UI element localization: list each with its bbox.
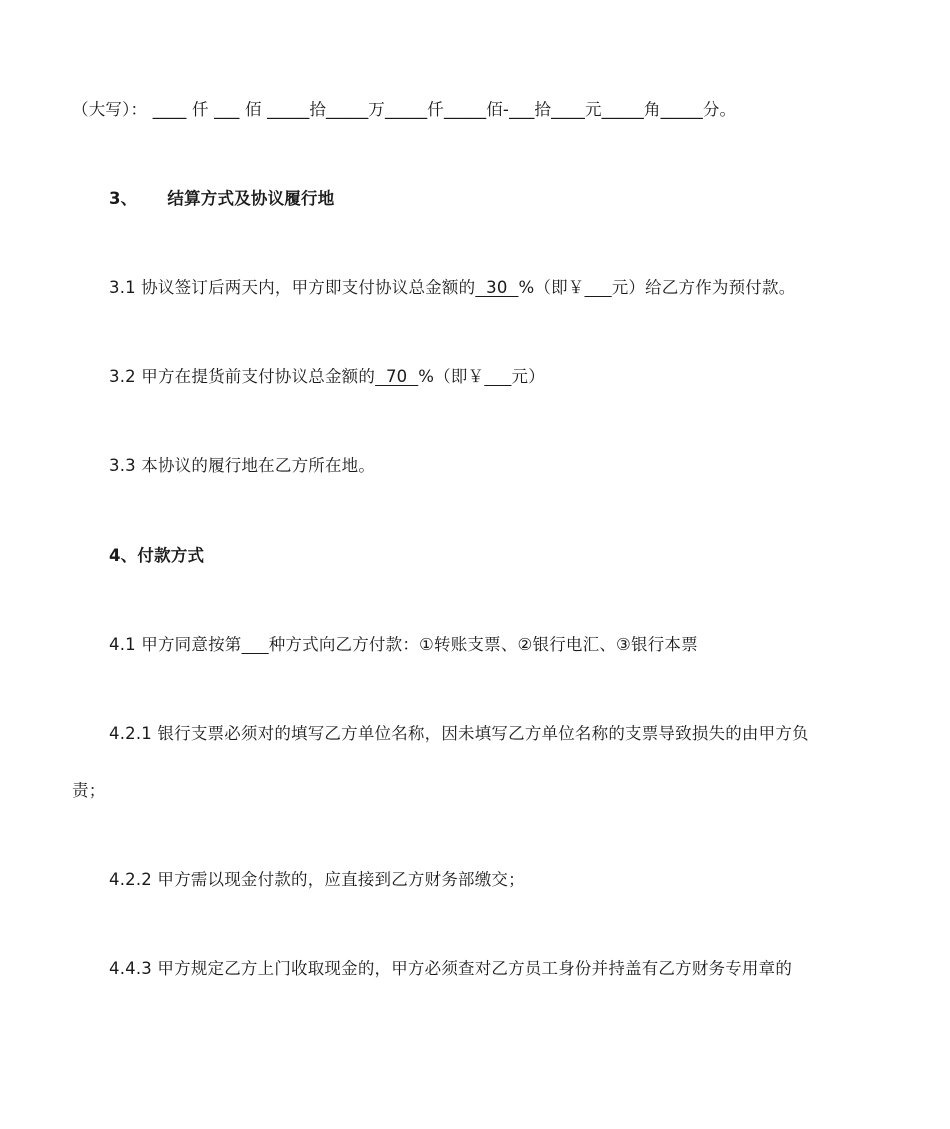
amount-unit: 分。	[702, 100, 737, 119]
clause-3-2-after: 元）	[511, 367, 545, 386]
amount-blank: _____	[326, 100, 369, 119]
amount-unit: 拾	[309, 100, 327, 119]
amount-blank: ____	[152, 100, 187, 119]
clause-4-1	[109, 634, 698, 656]
clause-4-1-after: 种方式向乙方付款：①转账支票、②银行电汇、③银行本票	[268, 635, 698, 654]
amount-unit: 万	[368, 100, 385, 119]
clause-3-1-middle: %（即￥	[518, 278, 585, 297]
clause-4-2-2: 4.2.2 甲方需以现金付款的，应直接到乙方财务部缴交；	[109, 870, 525, 889]
amount-blank: _____	[601, 100, 644, 119]
section-3-title: 结算方式及协议履行地	[167, 189, 335, 208]
section-4-heading: 4、付款方式	[109, 546, 205, 565]
amount-unit: 角	[643, 100, 661, 119]
amount-blank: ___	[509, 100, 535, 119]
clause-3-3: 3.3 本协议的履行地在乙方所在地。	[109, 456, 376, 475]
amount-blank: _____	[385, 100, 428, 119]
clause-4-2-1-line2: 责；	[72, 781, 106, 800]
percent-blank: 30	[475, 278, 519, 297]
amount-unit: 佰-	[486, 100, 510, 119]
clause-3-2	[109, 366, 545, 388]
method-blank	[242, 635, 269, 654]
clause-3-1	[109, 277, 795, 299]
amount-blank	[484, 367, 511, 386]
amount-in-words-line	[72, 99, 736, 121]
clause-4-4-3: 4.4.3 甲方规定乙方上门收取现金的，甲方必须查对乙方员工身份并持盖有乙方财务专用章的	[109, 959, 793, 978]
clause-3-1-text: 3.1 协议签订后两天内，甲方即支付协议总金额的	[109, 278, 476, 297]
clause-3-1-after: 元）给乙方作为预付款。	[611, 278, 796, 297]
amount-blank	[584, 278, 611, 297]
clause-3-2-middle: %（即￥	[418, 367, 485, 386]
amount-blank: ____	[551, 100, 585, 119]
amount-blank: ___	[214, 100, 240, 119]
clause-4-2-1-line1: 4.2.1 银行支票必须对的填写乙方单位名称，因未填写乙方单位名称的支票导致损失的由甲方负	[109, 724, 809, 743]
amount-blank: _____	[443, 100, 487, 119]
amount-unit: 元	[584, 100, 602, 119]
amount-unit: 仟	[191, 100, 209, 119]
amount-unit: 佰	[244, 100, 262, 119]
amount-unit: 仟	[427, 100, 444, 119]
amount-prefix: （大写）：	[72, 100, 148, 119]
percent-blank: 70	[375, 367, 419, 386]
clause-4-1-text: 4.1 甲方同意按第	[109, 635, 242, 654]
section-3-number: 3、	[109, 189, 138, 208]
clause-3-2-text: 3.2 甲方在提货前支付协议总金额的	[109, 367, 376, 386]
section-3-heading	[109, 188, 334, 210]
amount-unit: 拾	[534, 100, 552, 119]
amount-blank: _____	[660, 100, 703, 119]
amount-blank: _____	[267, 100, 310, 119]
